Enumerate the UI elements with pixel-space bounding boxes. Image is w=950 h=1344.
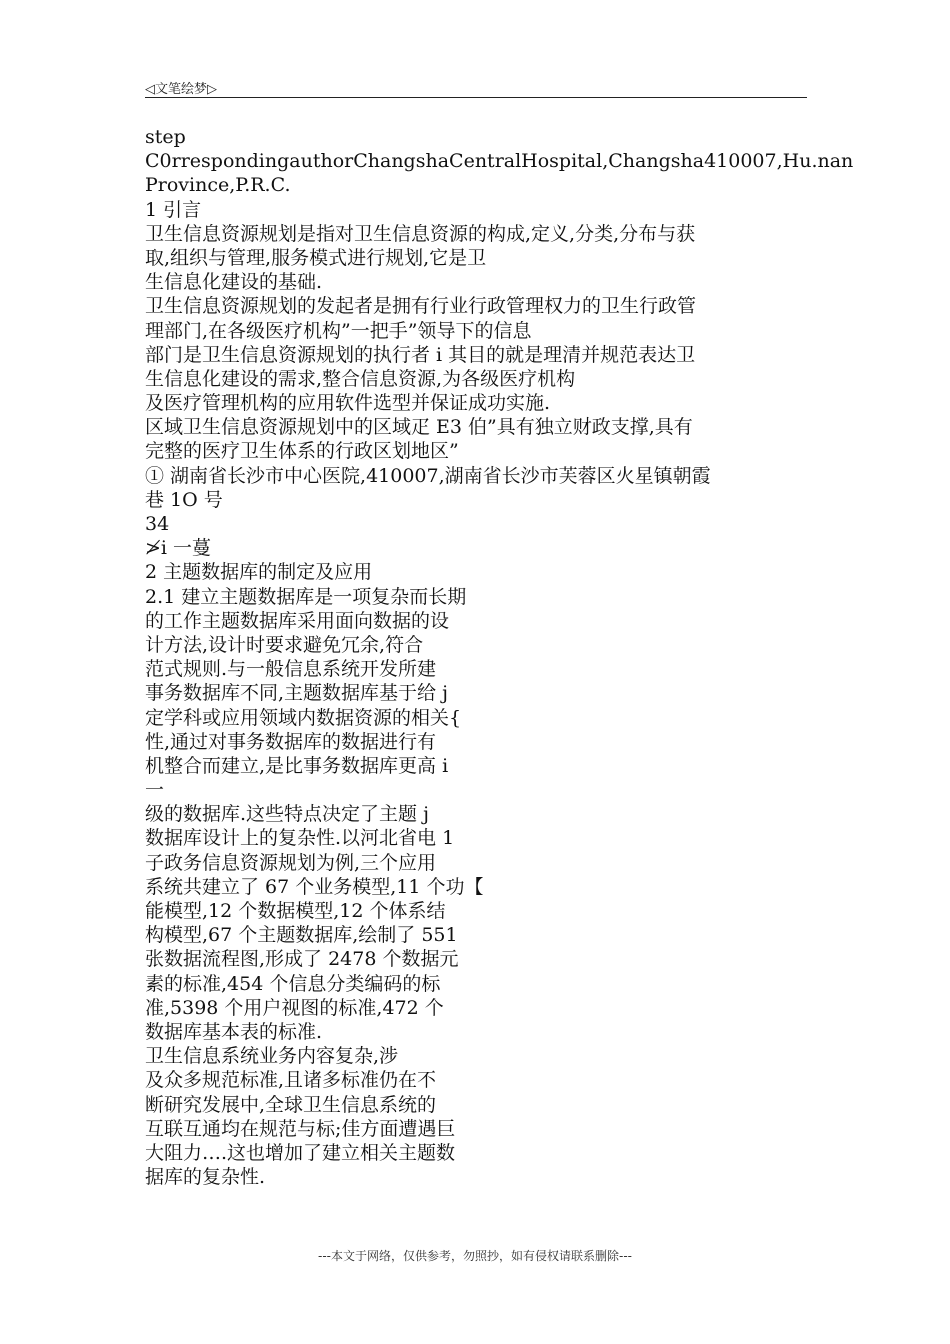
text-line: 卫生信息资源规划是指对卫生信息资源的构成,定义,分类,分布与获 [145,222,696,245]
text-line: 定学科或应用领域内数据资源的相关{ [145,706,462,729]
text-line: 能模型,12 个数据模型,12 个体系结 [145,900,446,922]
text-line: ≯i 一蔓 [145,537,212,560]
text-line: 一 [145,779,165,802]
footer-disclaimer: ---本文于网络，仅供参考，勿照抄，如有侵权请联系删除--- [318,1249,632,1263]
header-logo: ◁文笔绘梦▷ [145,82,217,97]
text-line: 素的标准,454 个信息分类编码的标 [145,972,441,995]
text-line: ① 湖南省长沙市中心医院,410007,湖南省长沙市芙蓉区火星镇朝霞 [145,464,711,487]
text-line: 生信息化建设的基础. [145,271,323,294]
text-line: 2 主题数据库的制定及应用 [145,561,373,584]
text-line: 性,通过对事务数据库的数据进行有 [145,730,437,753]
text-line: 的工作主题数据库采用面向数据的设 [145,609,450,632]
text-line: 部门是卫生信息资源规划的执行者 i 其目的就是理清并规范表达卫 [145,343,696,366]
text-line: 卫生信息资源规划的发起者是拥有行业行政管理权力的卫生行政管 [145,295,697,318]
text-line: 断研究发展中,全球卫生信息系统的 [145,1093,437,1116]
document-body [145,125,854,1189]
text-line: 理部门,在各级医疗机构”一把手”领导下的信息 [145,319,532,342]
text-line: 准,5398 个用户视图的标准,472 个 [145,996,444,1019]
text-line: Province,P.R.C. [145,174,291,197]
text-line: 事务数据库不同,主题数据库基于给 j [145,682,448,705]
text-line: 子政务信息资源规划为例,三个应用 [145,851,437,874]
text-line: 区域卫生信息资源规划中的区域疋 E3 伯”具有独立财政支撑,具有 [145,416,693,439]
text-line: 2.1 建立主题数据库是一项复杂而长期 [145,585,467,608]
text-line: 系统共建立了 67 个业务模型,11 个功【 [145,875,484,898]
text-line: 构模型,67 个主题数据库,绘制了 551 [145,924,458,947]
text-line: 据库的复杂性. [145,1166,266,1189]
text-line: 互联互通均在规范与标;佳方面遭遇巨 [145,1117,456,1140]
text-line: 1 引言 [145,198,202,221]
text-line: 完整的医疗卫生体系的行政区划地区” [145,440,459,463]
text-line: 及众多规范标准,且诸多标准仍在不 [145,1069,437,1092]
text-line: 34 [145,513,170,535]
text-line: 级的数据库.这些特点决定了主题 j [145,803,429,826]
text-line: 卫生信息系统业务内容复杂,涉 [145,1045,399,1068]
page-header [145,76,807,98]
text-line: 范式规则.与一般信息系统开发所建 [145,658,437,681]
text-line: 大阻力….这也增加了建立相关主题数 [145,1141,456,1164]
text-line: 张数据流程图,形成了 2478 个数据元 [145,948,459,971]
text-line: 数据库基本表的标准. [145,1020,323,1043]
header-divider [145,97,807,98]
text-line: step [145,126,186,148]
text-line: 巷 1O 号 [145,488,223,511]
text-line: C0rrespondingauthorChangshaCentralHospital,Changsha410007,Hu.nan [145,150,854,173]
text-line: 及医疗管理机构的应用软件选型并保证成功实施. [145,392,551,415]
text-line: 计方法,设计时要求避免冗余,符合 [145,633,424,656]
text-line: 机整合而建立,是比事务数据库更高 i [145,754,449,777]
text-line: 生信息化建设的需求,整合信息资源,为各级医疗机构 [145,367,576,390]
text-line: 数据库设计上的复杂性.以河北省电 1 [145,827,455,850]
text-line: 取,组织与管理,服务模式进行规划,它是卫 [145,246,487,269]
